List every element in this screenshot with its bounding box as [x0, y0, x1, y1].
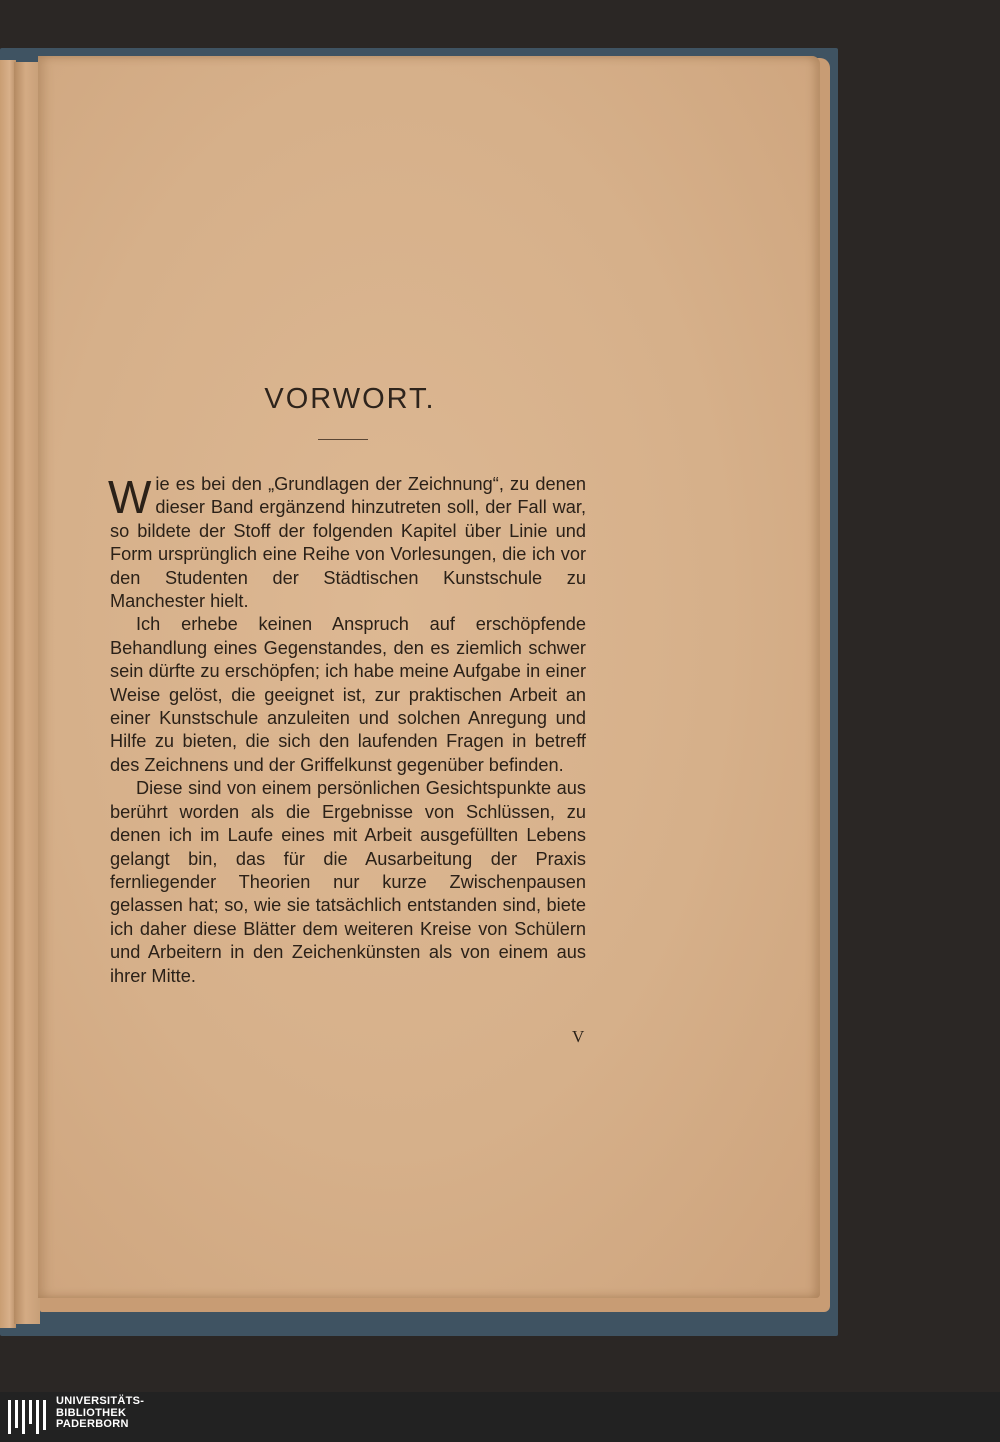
library-logo-icon: [8, 1400, 52, 1434]
book-gutter: [14, 62, 40, 1324]
logo-line-2: BIBLIOTHEK: [56, 1406, 127, 1419]
drop-cap: W: [108, 471, 152, 523]
paragraph-3: Diese sind von einem persönlichen Gesichtspunkte aus berührt worden als die Ergebnisse von Schlüssen, zu denen ich im Laufe eines mit Arbeit ausgefüllten Lebens gelangt bin, das für die Ausarbeitung der Praxis fernliegender Theorien nur kurze Zwischenpausen gelassen hat; so, wie sie tatsächlich entstanden sind, biete ich daher diese Blätter dem weiteren Kreise von Schülern und Arbeitern in den Zeichenkünsten als von einem aus ihrer Mitte.: [110, 778, 586, 986]
logo-line-3: PADERBORN: [56, 1418, 129, 1430]
paragraph-1: [110, 473, 586, 613]
title-rule: [318, 439, 368, 440]
body-text: [110, 473, 586, 988]
page-number: V: [572, 1027, 585, 1046]
page-title: VORWORT.: [264, 383, 436, 415]
footer-bar: [0, 1392, 1000, 1442]
logo-line-1: UNIVERSITÄTS-: [56, 1395, 145, 1407]
library-logo-text: [56, 1396, 144, 1431]
paragraph-1-text: ie es bei den „Grundlagen der Zeichnung“, zu denen dieser Band ergänzend hinzutreten soll, der Fall war, so bildete der Stoff der folgenden Kapitel über Linie und Form ursprünglich eine Reihe von Vorlesungen, die ich vor den Studenten der Städtischen Kunstschule zu Manchester hielt.: [110, 474, 586, 612]
paragraph-2: Ich erhebe keinen Anspruch auf erschöpfende Behandlung eines Gegenstandes, den es ziemlich schwer sein dürfte zu erschöpfen; ich habe meine Aufgabe in einer Weise gelöst, die geeignet ist, zur praktischen Arbeit an einer Kunstschule anzuleiten und solchen Anregung und Hilfe zu bieten, die sich den laufenden Fragen in betreff des Zeichnens und der Griffelkunst gegenüber befinden.: [110, 614, 586, 775]
